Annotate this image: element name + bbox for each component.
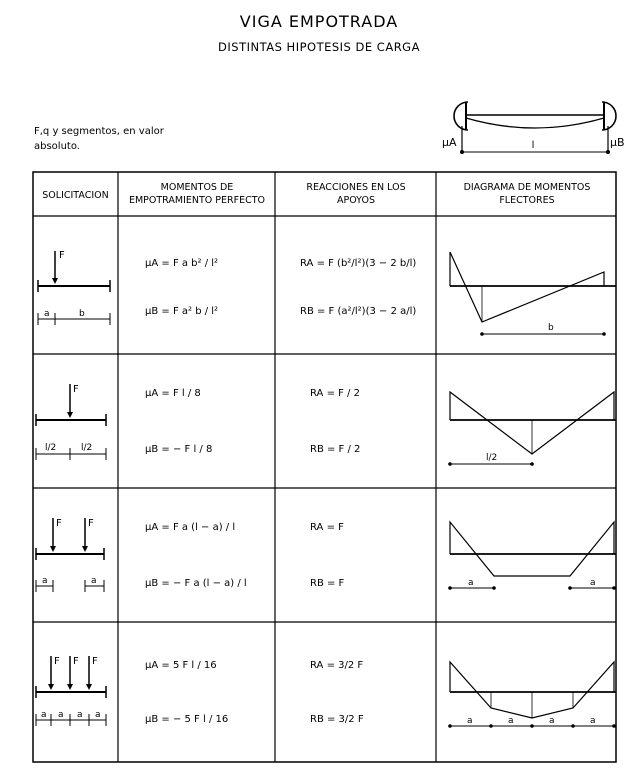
seg-label: a: [95, 710, 101, 720]
RA-formula: RA = 3/2 F: [310, 660, 364, 671]
RA-formula: RA = F / 2: [310, 388, 360, 399]
row4-moment-diagram: [436, 622, 616, 762]
row3-load-sketch: [33, 488, 118, 622]
muB-label: μB: [610, 136, 625, 149]
header-diagrama: DIAGRAMA DE MOMENTOS FLECTORES: [463, 182, 591, 206]
muA-formula: μA = F a (l − a) / l: [145, 522, 236, 533]
header-momentos: MOMENTOS DE EMPOTRAMIENTO PERFECTO: [128, 182, 266, 206]
diagram-label: a: [508, 716, 514, 726]
RB-formula: RB = 3/2 F: [310, 714, 364, 725]
muB-formula: μB = − 5 F l / 16: [145, 714, 229, 725]
RA-formula: RA = F: [310, 522, 344, 533]
load-label: F: [56, 518, 62, 529]
seg-label: a: [44, 309, 50, 319]
muA-formula: μA = F l / 8: [145, 388, 201, 399]
muA-formula: μA = F a b² / l²: [145, 258, 219, 269]
load-label: F: [88, 518, 94, 529]
seg-label: a: [77, 710, 83, 720]
RB-formula: RB = F: [310, 578, 345, 589]
seg-label: b: [79, 309, 85, 319]
diagram-label: b: [548, 323, 554, 333]
seg-label: a: [91, 576, 97, 586]
header-reacciones: REACCIONES EN LOS APOYOS: [306, 182, 406, 206]
load-label: F: [92, 656, 98, 667]
diagram-label: a: [467, 716, 473, 726]
row1-moment-diagram: [436, 216, 616, 354]
row1-load-sketch: [33, 216, 118, 354]
row3-moment-diagram: [436, 488, 616, 622]
seg-label: l/2: [45, 443, 57, 453]
muB-formula: μB = − F a (l − a) / l: [145, 578, 247, 589]
seg-label: a: [58, 710, 64, 720]
note-text: F,q y segmentos, en valor absoluto.: [34, 126, 164, 152]
span-label: l: [531, 140, 535, 151]
RB-formula: RB = F (a²/l²)(3 − 2 a/l): [300, 306, 417, 317]
muB-formula: μB = F a² b / l²: [145, 306, 219, 317]
load-label: F: [73, 384, 79, 395]
seg-label: a: [41, 710, 47, 720]
RB-formula: RB = F / 2: [310, 444, 361, 455]
diagram-label: a: [549, 716, 555, 726]
muA-formula: μA = 5 F l / 16: [145, 660, 217, 671]
page-subtitle: DISTINTAS HIPOTESIS DE CARGA: [218, 40, 420, 54]
load-label: F: [54, 656, 60, 667]
diagram-label: a: [590, 716, 596, 726]
page-title: VIGA EMPOTRADA: [239, 12, 399, 31]
seg-label: l/2: [81, 443, 93, 453]
seg-label: a: [42, 576, 48, 586]
muA-label: μA: [442, 136, 457, 149]
row2-load-sketch: [33, 354, 118, 488]
load-label: F: [59, 250, 65, 261]
row2-moment-diagram: [436, 354, 616, 488]
diagram-label: a: [590, 578, 596, 588]
load-label: F: [73, 656, 79, 667]
diagram-label: l/2: [486, 453, 498, 463]
diagram-label: a: [468, 578, 474, 588]
muB-formula: μB = − F l / 8: [145, 444, 213, 455]
RA-formula: RA = F (b²/l²)(3 − 2 b/l): [300, 258, 417, 269]
row4-load-sketch: [33, 622, 118, 762]
header-solicitacion: SOLICITACION: [42, 190, 109, 201]
